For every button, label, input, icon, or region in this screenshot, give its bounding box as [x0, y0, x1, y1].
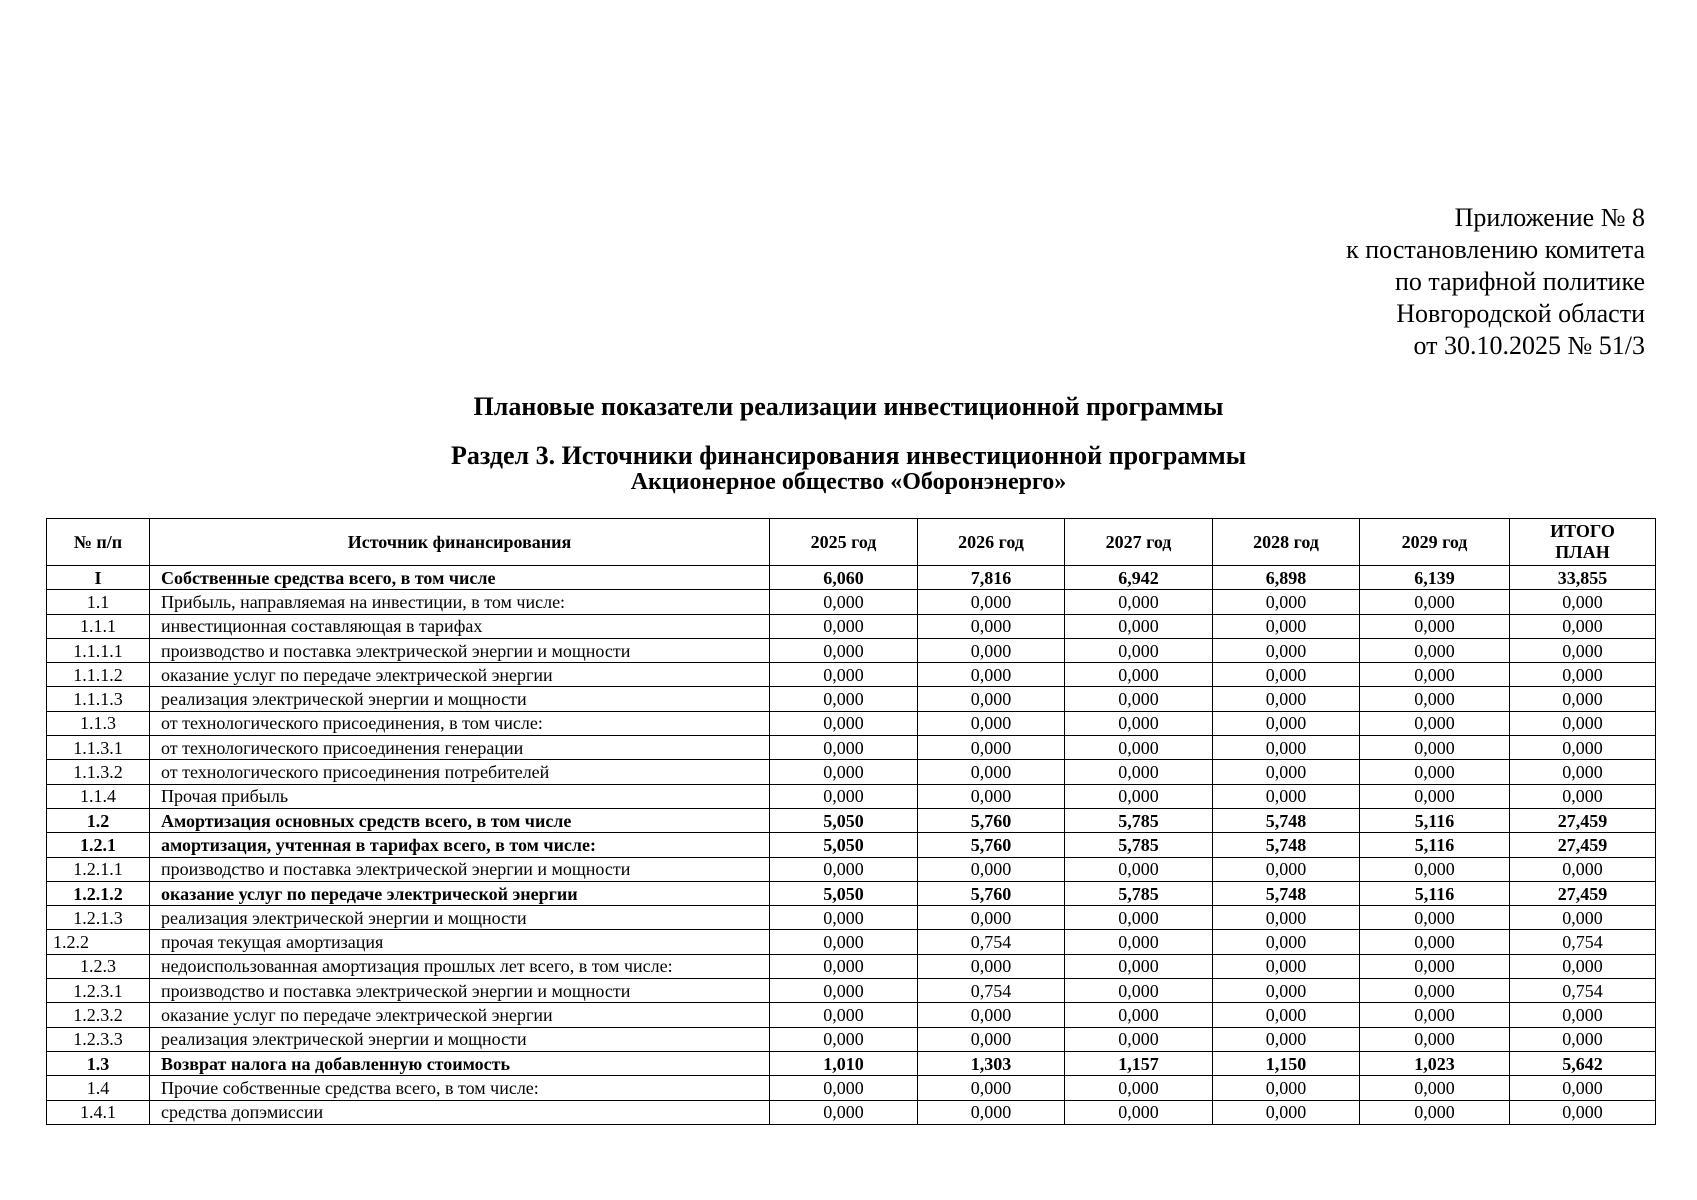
value-2028: 0,000 [1213, 954, 1360, 978]
col-header-2025: 2025 год [770, 519, 918, 566]
value-total: 27,459 [1510, 833, 1656, 857]
value-total: 0,754 [1510, 930, 1656, 954]
appendix-line-5: от 30.10.2025 № 51/3 [1413, 331, 1645, 360]
table-header-row [47, 519, 1656, 566]
value-2026: 0,000 [918, 954, 1065, 978]
row-source-name: Собственные средства всего, в том числе [150, 566, 770, 590]
value-total: 0,000 [1510, 857, 1656, 881]
row-number: 1.4.1 [47, 1100, 150, 1124]
value-2027: 0,000 [1065, 614, 1213, 638]
value-2025: 0,000 [770, 979, 918, 1003]
value-2025: 0,000 [770, 954, 918, 978]
value-total: 5,642 [1510, 1051, 1656, 1075]
value-2025: 0,000 [770, 760, 918, 784]
table-row [47, 614, 1656, 638]
row-source-name: от технологического присоединения потребителей [150, 760, 770, 784]
value-2029: 5,116 [1360, 881, 1510, 905]
value-2025: 0,000 [770, 930, 918, 954]
row-source-name: недоиспользованная амортизация прошлых лет всего, в том числе: [150, 954, 770, 978]
value-2029: 5,116 [1360, 808, 1510, 832]
value-2025: 0,000 [770, 1003, 918, 1027]
value-2029: 0,000 [1360, 979, 1510, 1003]
table-body [47, 566, 1656, 1125]
value-2029: 0,000 [1360, 1027, 1510, 1051]
value-total: 0,000 [1510, 638, 1656, 662]
value-2029: 1,023 [1360, 1051, 1510, 1075]
table-row [47, 954, 1656, 978]
table-row [47, 1051, 1656, 1075]
value-2025: 5,050 [770, 833, 918, 857]
row-number: 1.2.1.3 [47, 906, 150, 930]
value-2025: 0,000 [770, 590, 918, 614]
value-2027: 5,785 [1065, 833, 1213, 857]
value-2027: 0,000 [1065, 1076, 1213, 1100]
row-source-name: от технологического присоединения генерации [150, 736, 770, 760]
table-row [47, 1100, 1656, 1124]
value-total: 0,000 [1510, 1027, 1656, 1051]
row-number: 1.1.4 [47, 784, 150, 808]
row-number: 1.1.1.2 [47, 663, 150, 687]
value-2027: 5,785 [1065, 808, 1213, 832]
value-2027: 0,000 [1065, 784, 1213, 808]
value-2027: 0,000 [1065, 760, 1213, 784]
value-2026: 0,000 [918, 711, 1065, 735]
value-2026: 0,754 [918, 979, 1065, 1003]
value-2025: 5,050 [770, 808, 918, 832]
value-2026: 0,000 [918, 736, 1065, 760]
value-2027: 1,157 [1065, 1051, 1213, 1075]
value-2025: 0,000 [770, 1027, 918, 1051]
value-2029: 0,000 [1360, 638, 1510, 662]
value-2029: 0,000 [1360, 687, 1510, 711]
value-2029: 0,000 [1360, 736, 1510, 760]
row-source-name: амортизация, учтенная в тарифах всего, в том числе: [150, 833, 770, 857]
table-row [47, 663, 1656, 687]
value-2026: 0,000 [918, 638, 1065, 662]
table-row [47, 1003, 1656, 1027]
col-header-2029: 2029 год [1360, 519, 1510, 566]
row-number: 1.3 [47, 1051, 150, 1075]
row-number: 1.2.3.3 [47, 1027, 150, 1051]
value-2026: 0,000 [918, 614, 1065, 638]
value-total: 0,000 [1510, 687, 1656, 711]
row-source-name: оказание услуг по передаче электрической энергии [150, 881, 770, 905]
row-source-name: реализация электрической энергии и мощности [150, 906, 770, 930]
value-total: 0,000 [1510, 906, 1656, 930]
company-title: Акционерное общество «Оборонэнерго» [630, 469, 1067, 495]
value-2028: 0,000 [1213, 687, 1360, 711]
row-source-name: реализация электрической энергии и мощности [150, 1027, 770, 1051]
value-2026: 7,816 [918, 566, 1065, 590]
row-source-name: Прочая прибыль [150, 784, 770, 808]
financing-table [46, 518, 1656, 1125]
value-2028: 0,000 [1213, 857, 1360, 881]
value-2026: 5,760 [918, 808, 1065, 832]
value-2026: 0,000 [918, 857, 1065, 881]
col-header-source: Источник финансирования [150, 519, 770, 566]
value-total: 27,459 [1510, 881, 1656, 905]
table-row [47, 590, 1656, 614]
value-2028: 5,748 [1213, 833, 1360, 857]
row-number: 1.2.1 [47, 833, 150, 857]
value-2026: 0,000 [918, 687, 1065, 711]
value-2028: 0,000 [1213, 1027, 1360, 1051]
value-total: 33,855 [1510, 566, 1656, 590]
value-total: 0,000 [1510, 760, 1656, 784]
value-2027: 0,000 [1065, 590, 1213, 614]
value-2025: 0,000 [770, 857, 918, 881]
value-total: 0,000 [1510, 736, 1656, 760]
row-number: 1.1 [47, 590, 150, 614]
row-source-name: Возврат налога на добавленную стоимость [150, 1051, 770, 1075]
value-2027: 0,000 [1065, 979, 1213, 1003]
value-2029: 0,000 [1360, 954, 1510, 978]
appendix-line-3: по тарифной политике [1395, 267, 1645, 296]
value-2028: 0,000 [1213, 784, 1360, 808]
value-2027: 0,000 [1065, 711, 1213, 735]
value-2028: 5,748 [1213, 808, 1360, 832]
table-row [47, 1027, 1656, 1051]
section-title: Раздел 3. Источники финансирования инвестиционной программы [450, 441, 1247, 470]
value-2025: 0,000 [770, 711, 918, 735]
appendix-line-4: Новгородской области [1396, 299, 1645, 328]
value-2029: 0,000 [1360, 930, 1510, 954]
value-2025: 1,010 [770, 1051, 918, 1075]
value-2028: 0,000 [1213, 979, 1360, 1003]
col-header-2027: 2027 год [1065, 519, 1213, 566]
value-2027: 5,785 [1065, 881, 1213, 905]
value-2027: 0,000 [1065, 736, 1213, 760]
value-2025: 0,000 [770, 638, 918, 662]
value-2025: 0,000 [770, 614, 918, 638]
value-2026: 0,000 [918, 1027, 1065, 1051]
value-2028: 0,000 [1213, 711, 1360, 735]
value-2025: 0,000 [770, 736, 918, 760]
value-2028: 6,898 [1213, 566, 1360, 590]
value-2029: 0,000 [1360, 906, 1510, 930]
col-header-total-line2: ПЛАН [1555, 542, 1610, 562]
value-2027: 0,000 [1065, 857, 1213, 881]
value-2029: 0,000 [1360, 711, 1510, 735]
value-2026: 0,000 [918, 1076, 1065, 1100]
table-row [47, 566, 1656, 590]
value-2025: 0,000 [770, 906, 918, 930]
row-source-name: инвестиционная составляющая в тарифах [150, 614, 770, 638]
value-2027: 0,000 [1065, 638, 1213, 662]
row-source-name: прочая текущая амортизация [150, 930, 770, 954]
row-number: 1.1.1 [47, 614, 150, 638]
value-total: 0,000 [1510, 784, 1656, 808]
value-2028: 0,000 [1213, 590, 1360, 614]
value-2027: 0,000 [1065, 1003, 1213, 1027]
row-number: 1.2.3.2 [47, 1003, 150, 1027]
value-2026: 0,000 [918, 663, 1065, 687]
value-2027: 0,000 [1065, 906, 1213, 930]
value-2029: 0,000 [1360, 1100, 1510, 1124]
col-header-2028: 2028 год [1213, 519, 1360, 566]
row-source-name: производство и поставка электрической энергии и мощности [150, 857, 770, 881]
table-row [47, 1076, 1656, 1100]
value-2028: 0,000 [1213, 1100, 1360, 1124]
row-number: 1.4 [47, 1076, 150, 1100]
row-number: 1.1.3.1 [47, 736, 150, 760]
value-total: 0,000 [1510, 663, 1656, 687]
value-2026: 5,760 [918, 833, 1065, 857]
value-2028: 0,000 [1213, 1076, 1360, 1100]
value-total: 0,000 [1510, 1076, 1656, 1100]
col-header-total [1510, 519, 1656, 566]
table-row [47, 711, 1656, 735]
value-total: 0,000 [1510, 614, 1656, 638]
value-2026: 0,000 [918, 590, 1065, 614]
value-total: 0,000 [1510, 590, 1656, 614]
value-2025: 5,050 [770, 881, 918, 905]
row-number: 1.2 [47, 808, 150, 832]
value-2026: 1,303 [918, 1051, 1065, 1075]
value-2026: 0,000 [918, 784, 1065, 808]
row-source-name: средства допэмиссии [150, 1100, 770, 1124]
row-number: 1.2.1.1 [47, 857, 150, 881]
row-source-name: производство и поставка электрической энергии и мощности [150, 979, 770, 1003]
row-source-name: производство и поставка электрической энергии и мощности [150, 638, 770, 662]
value-2025: 0,000 [770, 663, 918, 687]
table-row [47, 833, 1656, 857]
value-2029: 0,000 [1360, 590, 1510, 614]
value-2028: 0,000 [1213, 736, 1360, 760]
table-row [47, 906, 1656, 930]
table-row [47, 930, 1656, 954]
value-2026: 0,000 [918, 1100, 1065, 1124]
row-source-name: оказание услуг по передаче электрической энергии [150, 1003, 770, 1027]
value-2025: 0,000 [770, 687, 918, 711]
value-2025: 0,000 [770, 1076, 918, 1100]
value-2026: 0,000 [918, 760, 1065, 784]
value-total: 0,000 [1510, 1100, 1656, 1124]
value-total: 0,000 [1510, 1003, 1656, 1027]
row-number: 1.2.3 [47, 954, 150, 978]
row-source-name: Прибыль, направляемая на инвестиции, в том числе: [150, 590, 770, 614]
row-source-name: Прочие собственные средства всего, в том числе: [150, 1076, 770, 1100]
value-2028: 0,000 [1213, 614, 1360, 638]
appendix-header [1346, 202, 1645, 362]
row-source-name: оказание услуг по передаче электрической энергии [150, 663, 770, 687]
value-2027: 0,000 [1065, 687, 1213, 711]
row-number: I [47, 566, 150, 590]
value-2027: 0,000 [1065, 663, 1213, 687]
row-number: 1.2.2 [47, 930, 150, 954]
value-total: 0,754 [1510, 979, 1656, 1003]
row-source-name: реализация электрической энергии и мощности [150, 687, 770, 711]
value-2028: 0,000 [1213, 663, 1360, 687]
value-2028: 0,000 [1213, 760, 1360, 784]
value-2029: 0,000 [1360, 1076, 1510, 1100]
value-2026: 0,000 [918, 1003, 1065, 1027]
row-number: 1.1.3 [47, 711, 150, 735]
row-number: 1.2.3.1 [47, 979, 150, 1003]
table-row [47, 857, 1656, 881]
value-2027: 6,942 [1065, 566, 1213, 590]
table-row [47, 736, 1656, 760]
value-2029: 0,000 [1360, 663, 1510, 687]
col-header-2026: 2026 год [918, 519, 1065, 566]
value-2025: 6,060 [770, 566, 918, 590]
table-row [47, 687, 1656, 711]
row-number: 1.1.1.3 [47, 687, 150, 711]
row-number: 1.1.3.2 [47, 760, 150, 784]
value-2027: 0,000 [1065, 954, 1213, 978]
value-2028: 0,000 [1213, 638, 1360, 662]
col-header-num: № п/п [47, 519, 150, 566]
value-2029: 5,116 [1360, 833, 1510, 857]
value-2029: 6,139 [1360, 566, 1510, 590]
value-2029: 0,000 [1360, 614, 1510, 638]
appendix-line-1: Приложение № 8 [1454, 203, 1645, 232]
row-source-name: Амортизация основных средств всего, в том числе [150, 808, 770, 832]
value-2027: 0,000 [1065, 1027, 1213, 1051]
value-2029: 0,000 [1360, 784, 1510, 808]
document-title: Плановые показатели реализации инвестиционной программы [473, 392, 1224, 421]
table-row [47, 784, 1656, 808]
appendix-line-2: к постановлению комитета [1346, 235, 1645, 264]
row-source-name: от технологического присоединения, в том числе: [150, 711, 770, 735]
table-row [47, 979, 1656, 1003]
table-row [47, 808, 1656, 832]
value-2027: 0,000 [1065, 1100, 1213, 1124]
value-2028: 1,150 [1213, 1051, 1360, 1075]
table-row [47, 638, 1656, 662]
value-2026: 0,000 [918, 906, 1065, 930]
value-2029: 0,000 [1360, 1003, 1510, 1027]
value-2029: 0,000 [1360, 857, 1510, 881]
value-2025: 0,000 [770, 784, 918, 808]
value-2028: 5,748 [1213, 881, 1360, 905]
value-2029: 0,000 [1360, 760, 1510, 784]
value-2028: 0,000 [1213, 906, 1360, 930]
value-2026: 5,760 [918, 881, 1065, 905]
value-2027: 0,000 [1065, 930, 1213, 954]
row-number: 1.2.1.2 [47, 881, 150, 905]
value-total: 27,459 [1510, 808, 1656, 832]
value-2028: 0,000 [1213, 930, 1360, 954]
value-total: 0,000 [1510, 711, 1656, 735]
value-2026: 0,754 [918, 930, 1065, 954]
table-row [47, 881, 1656, 905]
row-number: 1.1.1.1 [47, 638, 150, 662]
value-2028: 0,000 [1213, 1003, 1360, 1027]
table-row [47, 760, 1656, 784]
value-total: 0,000 [1510, 954, 1656, 978]
value-2025: 0,000 [770, 1100, 918, 1124]
col-header-total-line1: ИТОГО [1550, 521, 1615, 541]
